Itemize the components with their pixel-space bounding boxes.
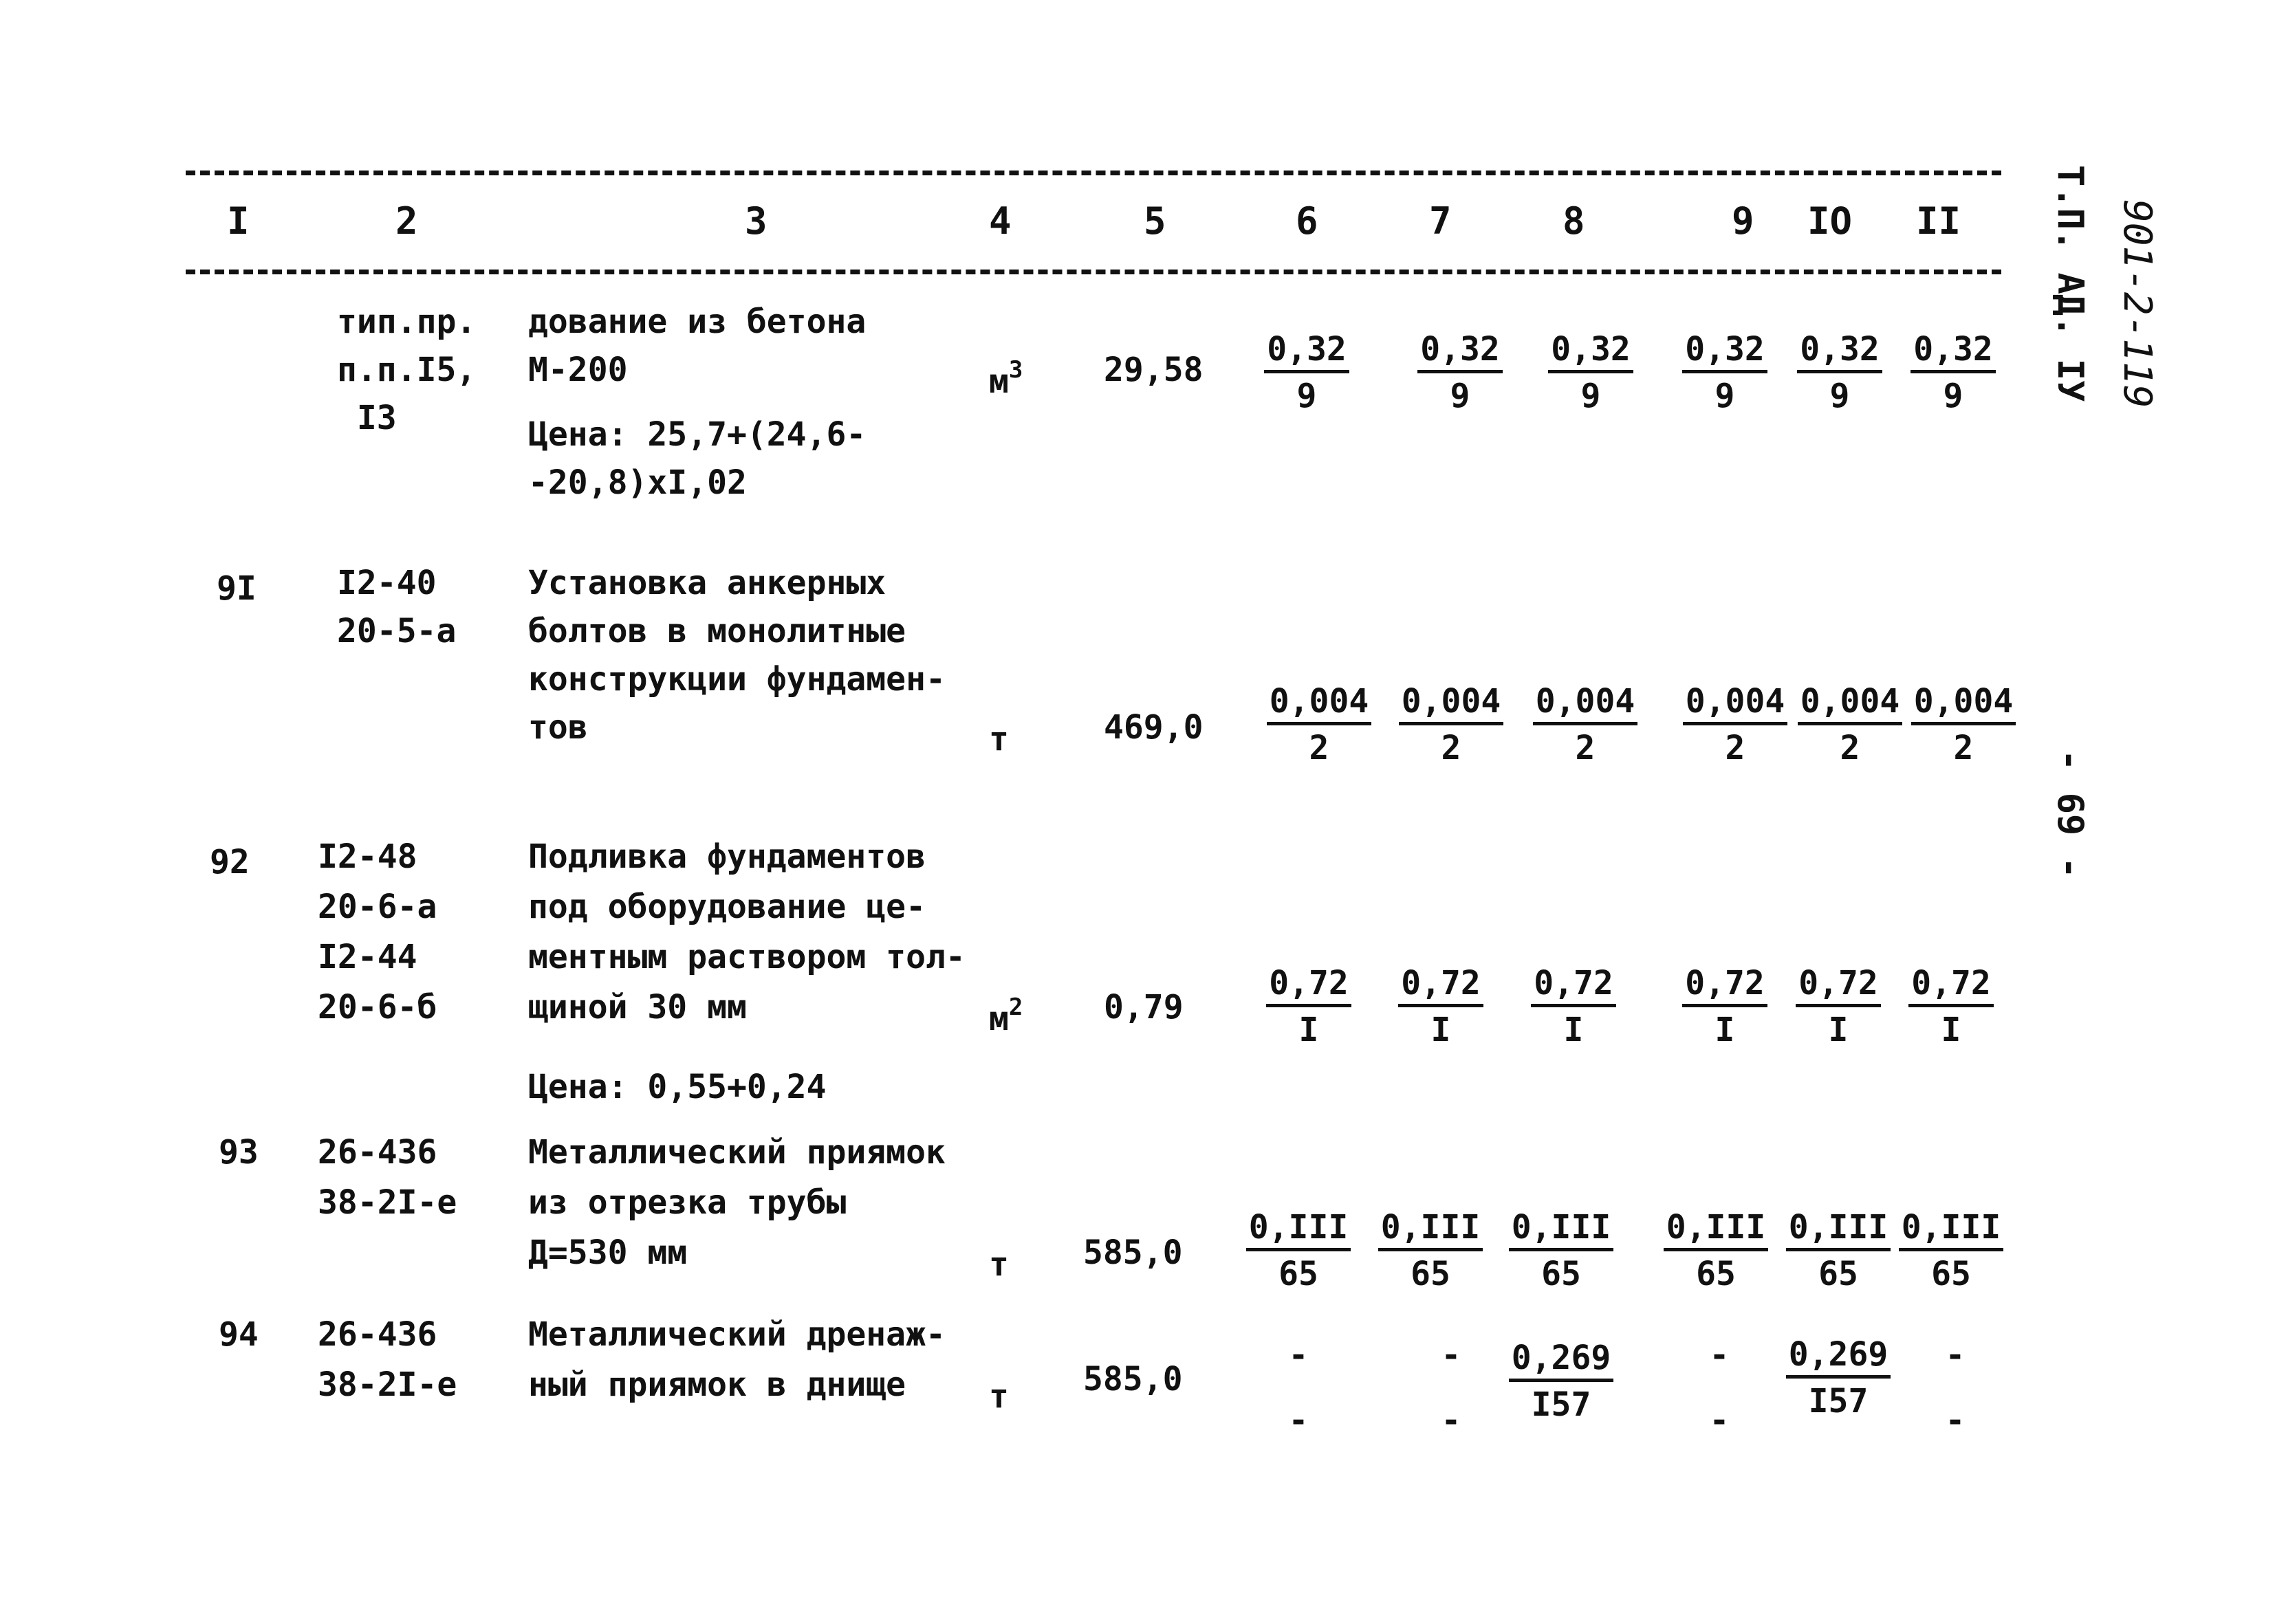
value-denominator: - bbox=[1288, 1401, 1309, 1440]
value-fraction: $\frac{0,72}{I}$ bbox=[1896, 963, 2006, 1053]
column-header-7: 7 bbox=[1429, 199, 1452, 243]
column-header-8: 8 bbox=[1563, 199, 1585, 243]
row-description-line: дование из бетона bbox=[528, 303, 867, 341]
row-description-line: болтов в монолитные bbox=[528, 612, 906, 650]
row-code: п.п.I5, bbox=[337, 351, 477, 389]
value-fraction: 0,III 65 bbox=[1661, 1207, 1771, 1297]
row-number: 92 bbox=[210, 843, 250, 881]
row-code: 38-2I-е bbox=[318, 1183, 457, 1222]
value-fraction: $\frac{0,004}{2}$ bbox=[1264, 681, 1374, 771]
value-fraction: $\frac{0,32}{9}$ bbox=[1670, 329, 1780, 419]
row-description-line: под оборудование це- bbox=[528, 888, 926, 926]
value-numerator: - bbox=[1288, 1336, 1309, 1374]
row-unit: $м^3$ bbox=[989, 356, 1023, 401]
value-fraction: 0,III 65 bbox=[1506, 1207, 1616, 1297]
row-description-line: ный приямок в днище bbox=[528, 1365, 906, 1404]
row-number: 9I bbox=[217, 569, 257, 608]
value-denominator: - bbox=[1945, 1401, 1966, 1440]
value-fraction: $\frac{0,72}{I}$ bbox=[1670, 963, 1780, 1053]
row-description-line: конструкции фундамен- bbox=[528, 660, 946, 699]
column-header-9: 9 bbox=[1732, 199, 1754, 243]
price-note-line: Цена: 0,55+0,24 bbox=[528, 1068, 827, 1106]
value-fraction: $\frac{0,004}{2}$ bbox=[1530, 681, 1640, 771]
value-numerator: - bbox=[1441, 1336, 1461, 1374]
row-unit: $м^2$ bbox=[989, 994, 1023, 1038]
value-fraction: $\frac{0,004}{2}$ bbox=[1908, 681, 2018, 771]
value-numerator: - bbox=[1709, 1336, 1730, 1374]
row-price: 585,0 bbox=[1083, 1233, 1183, 1272]
column-header-5: 5 bbox=[1144, 199, 1166, 243]
value-fraction: $\frac{0,32}{9}$ bbox=[1405, 329, 1515, 419]
row-code: 26-436 bbox=[318, 1315, 437, 1354]
value-fraction: $\frac{0,72}{I}$ bbox=[1386, 963, 1496, 1053]
value-denominator: - bbox=[1709, 1401, 1730, 1440]
column-header-6: 6 bbox=[1296, 199, 1318, 243]
row-description-line: ментным раствором тол- bbox=[528, 938, 966, 976]
value-fraction: 0,III 65 bbox=[1243, 1207, 1353, 1297]
column-header-3: 3 bbox=[745, 199, 768, 243]
row-code: I2-48 bbox=[318, 837, 417, 876]
value-fraction: $\frac{0,004}{2}$ bbox=[1795, 681, 1905, 771]
row-unit: т bbox=[989, 720, 1009, 758]
album-reference: Т.П. АД. IУ bbox=[2049, 165, 2091, 402]
row-description-line: щиной 30 мм bbox=[528, 988, 747, 1027]
series-code: 901-2-119 bbox=[2115, 199, 2159, 408]
row-number: 93 bbox=[219, 1133, 259, 1172]
header-top-rule bbox=[186, 171, 2001, 175]
value-fraction: $\frac{0,72}{I}$ bbox=[1783, 963, 1893, 1053]
price-note-line: -20,8)хI,02 bbox=[528, 463, 747, 502]
row-price: 585,0 bbox=[1083, 1360, 1183, 1398]
row-code: 26-436 bbox=[318, 1133, 437, 1172]
row-price: 29,58 bbox=[1104, 351, 1204, 389]
row-description-line: тов bbox=[528, 708, 588, 747]
value-fraction: $\frac{0,32}{9}$ bbox=[1536, 329, 1646, 419]
value-fraction: $\frac{0,32}{9}$ bbox=[1785, 329, 1895, 419]
column-header-10: IO bbox=[1807, 199, 1853, 243]
value-fraction: 0,III 65 bbox=[1783, 1207, 1893, 1297]
row-code: 20-5-а bbox=[337, 612, 457, 650]
row-description-line: Д=530 мм bbox=[528, 1233, 688, 1272]
value-fraction: $\frac{0,72}{I}$ bbox=[1519, 963, 1629, 1053]
row-code: I2-44 bbox=[318, 938, 417, 976]
row-code: 38-2I-е bbox=[318, 1365, 457, 1404]
row-unit: т bbox=[989, 1377, 1009, 1416]
row-description-line: М-200 bbox=[528, 351, 628, 389]
header-bottom-rule bbox=[186, 270, 2001, 274]
row-description-line: Металлический приямок bbox=[528, 1133, 946, 1172]
value-fraction: $\frac{0,269}{I57}$ bbox=[1783, 1334, 1893, 1424]
row-number: 94 bbox=[219, 1315, 259, 1354]
row-code: I3 bbox=[337, 399, 397, 437]
row-code: 20-6-а bbox=[318, 888, 437, 926]
value-fraction: $\frac{0,32}{9}$ bbox=[1252, 329, 1362, 419]
row-description-line: Металлический дренаж- bbox=[528, 1315, 946, 1354]
value-fraction: $\frac{0,004}{2}$ bbox=[1396, 681, 1506, 771]
value-fraction: $\frac{0,32}{9}$ bbox=[1898, 329, 2008, 419]
value-denominator: - bbox=[1441, 1401, 1461, 1440]
row-code: 20-6-б bbox=[318, 988, 437, 1027]
row-price: 0,79 bbox=[1104, 988, 1184, 1027]
row-code: I2-40 bbox=[337, 564, 437, 602]
row-price: 469,0 bbox=[1104, 708, 1204, 747]
page-number: - 69 - bbox=[2049, 749, 2091, 879]
row-description-line: Установка анкерных bbox=[528, 564, 886, 602]
row-description-line: Подливка фундаментов bbox=[528, 837, 926, 876]
column-header-1: I bbox=[227, 199, 250, 243]
row-description-line: из отрезка трубы bbox=[528, 1183, 847, 1222]
value-fraction: $\frac{0,269}{I57}$ bbox=[1506, 1337, 1616, 1427]
row-code: тип.пр. bbox=[337, 303, 477, 341]
value-fraction: 0,III 65 bbox=[1896, 1207, 2006, 1297]
column-header-4: 4 bbox=[989, 199, 1012, 243]
price-note-line: Цена: 25,7+(24,6- bbox=[528, 415, 867, 454]
value-fraction: $\frac{0,72}{I}$ bbox=[1254, 963, 1364, 1053]
row-unit: т bbox=[989, 1245, 1009, 1284]
value-numerator: - bbox=[1945, 1336, 1966, 1374]
value-fraction: 0,III 65 bbox=[1375, 1207, 1485, 1297]
column-header-11: II bbox=[1916, 199, 1961, 243]
column-header-2: 2 bbox=[395, 199, 418, 243]
value-fraction: $\frac{0,004}{2}$ bbox=[1680, 681, 1790, 771]
